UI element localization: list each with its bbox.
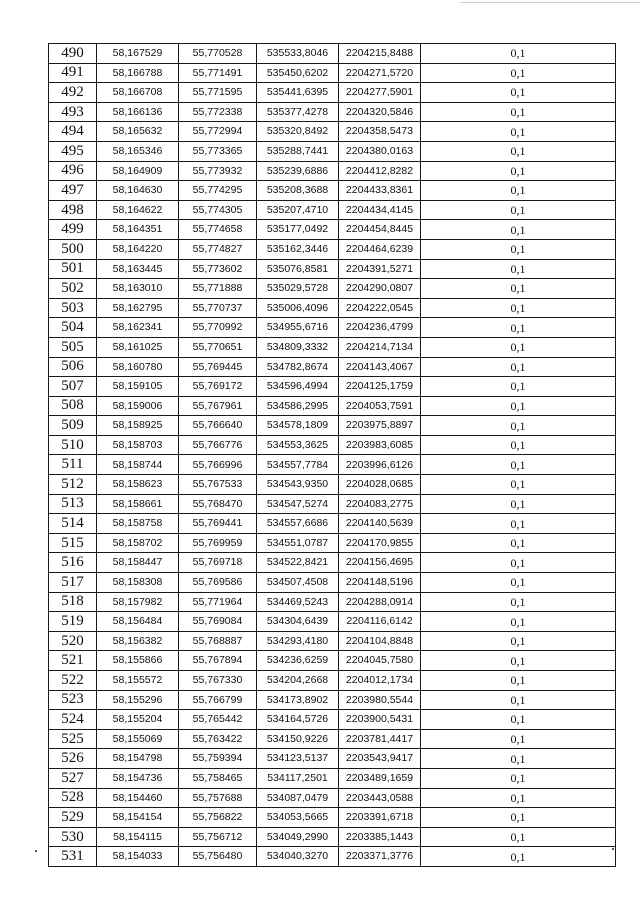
longitude-cell: 55,766996: [179, 455, 257, 475]
point-number-cell: 514: [49, 514, 97, 534]
table-row: [49, 44, 616, 64]
latitude-cell: 58,158744: [97, 455, 179, 475]
longitude-cell: 55,770992: [179, 318, 257, 338]
x-coordinate-cell: 534955,6716: [257, 318, 339, 338]
longitude-cell: 55,773365: [179, 141, 257, 161]
table-row: [49, 239, 616, 259]
table-row: [49, 553, 616, 573]
point-number-cell: 526: [49, 749, 97, 769]
point-number-cell: 525: [49, 729, 97, 749]
x-coordinate-cell: 535207,4710: [257, 200, 339, 220]
table-row: [49, 808, 616, 828]
accuracy-cell: 0,1: [421, 847, 616, 867]
longitude-cell: 55,768470: [179, 494, 257, 514]
accuracy-cell: 0,1: [421, 612, 616, 632]
table-row: [49, 200, 616, 220]
point-number-cell: 530: [49, 827, 97, 847]
longitude-cell: 55,770528: [179, 44, 257, 64]
table-row: [49, 592, 616, 612]
accuracy-cell: 0,1: [421, 690, 616, 710]
x-coordinate-cell: 535076,8581: [257, 259, 339, 279]
y-coordinate-cell: 2204464,6239: [339, 239, 421, 259]
y-coordinate-cell: 2204290,0807: [339, 279, 421, 299]
latitude-cell: 58,164351: [97, 220, 179, 240]
accuracy-cell: 0,1: [421, 475, 616, 495]
accuracy-cell: 0,1: [421, 514, 616, 534]
x-coordinate-cell: 534049,2990: [257, 827, 339, 847]
point-number-cell: 501: [49, 259, 97, 279]
x-coordinate-cell: 534578,1809: [257, 416, 339, 436]
y-coordinate-cell: 2204288,0914: [339, 592, 421, 612]
table-row: [49, 279, 616, 299]
x-coordinate-cell: 534117,2501: [257, 768, 339, 788]
x-coordinate-cell: 534547,5274: [257, 494, 339, 514]
table-row: [49, 357, 616, 377]
longitude-cell: 55,756822: [179, 808, 257, 828]
latitude-cell: 58,154033: [97, 847, 179, 867]
point-number-cell: 504: [49, 318, 97, 338]
accuracy-cell: 0,1: [421, 435, 616, 455]
accuracy-cell: 0,1: [421, 259, 616, 279]
y-coordinate-cell: 2204454,8445: [339, 220, 421, 240]
longitude-cell: 55,769441: [179, 514, 257, 534]
accuracy-cell: 0,1: [421, 141, 616, 161]
y-coordinate-cell: 2204140,5639: [339, 514, 421, 534]
latitude-cell: 58,158703: [97, 435, 179, 455]
y-coordinate-cell: 2204277,5901: [339, 83, 421, 103]
table-row: [49, 651, 616, 671]
x-coordinate-cell: 534173,8902: [257, 690, 339, 710]
latitude-cell: 58,155204: [97, 710, 179, 730]
accuracy-cell: 0,1: [421, 279, 616, 299]
point-number-cell: 502: [49, 279, 97, 299]
table-row: [49, 690, 616, 710]
accuracy-cell: 0,1: [421, 200, 616, 220]
y-coordinate-cell: 2204320,5846: [339, 102, 421, 122]
point-number-cell: 521: [49, 651, 97, 671]
latitude-cell: 58,158447: [97, 553, 179, 573]
x-coordinate-cell: 534236,6259: [257, 651, 339, 671]
y-coordinate-cell: 2203975,8897: [339, 416, 421, 436]
x-coordinate-cell: 534507,4508: [257, 573, 339, 593]
latitude-cell: 58,162795: [97, 298, 179, 318]
y-coordinate-cell: 2203443,0588: [339, 788, 421, 808]
y-coordinate-cell: 2203543,9417: [339, 749, 421, 769]
point-number-cell: 516: [49, 553, 97, 573]
y-coordinate-cell: 2203983,6085: [339, 435, 421, 455]
y-coordinate-cell: 2204125,1759: [339, 377, 421, 397]
table-row: [49, 847, 616, 867]
table-row: [49, 396, 616, 416]
accuracy-cell: 0,1: [421, 729, 616, 749]
accuracy-cell: 0,1: [421, 494, 616, 514]
longitude-cell: 55,774305: [179, 200, 257, 220]
coordinates-table: [48, 43, 616, 867]
longitude-cell: 55,759394: [179, 749, 257, 769]
y-coordinate-cell: 2203996,6126: [339, 455, 421, 475]
x-coordinate-cell: 535239,6886: [257, 161, 339, 181]
point-number-cell: 503: [49, 298, 97, 318]
latitude-cell: 58,155572: [97, 671, 179, 691]
x-coordinate-cell: 535533,8046: [257, 44, 339, 64]
point-number-cell: 492: [49, 83, 97, 103]
table-row: [49, 141, 616, 161]
longitude-cell: 55,774295: [179, 181, 257, 201]
scan-edge-mark: [460, 2, 640, 3]
table-row: [49, 416, 616, 436]
point-number-cell: 531: [49, 847, 97, 867]
y-coordinate-cell: 2203900,5431: [339, 710, 421, 730]
longitude-cell: 55,769586: [179, 573, 257, 593]
longitude-cell: 55,774827: [179, 239, 257, 259]
latitude-cell: 58,156382: [97, 631, 179, 651]
table-row: [49, 337, 616, 357]
point-number-cell: 507: [49, 377, 97, 397]
latitude-cell: 58,158925: [97, 416, 179, 436]
latitude-cell: 58,155866: [97, 651, 179, 671]
longitude-cell: 55,768887: [179, 631, 257, 651]
latitude-cell: 58,164622: [97, 200, 179, 220]
y-coordinate-cell: 2204104,8848: [339, 631, 421, 651]
latitude-cell: 58,158308: [97, 573, 179, 593]
longitude-cell: 55,767330: [179, 671, 257, 691]
longitude-cell: 55,766640: [179, 416, 257, 436]
point-number-cell: 511: [49, 455, 97, 475]
y-coordinate-cell: 2204222,0545: [339, 298, 421, 318]
x-coordinate-cell: 535377,4278: [257, 102, 339, 122]
x-coordinate-cell: 535450,6202: [257, 63, 339, 83]
table-row: [49, 259, 616, 279]
latitude-cell: 58,166708: [97, 83, 179, 103]
point-number-cell: 494: [49, 122, 97, 142]
longitude-cell: 55,769172: [179, 377, 257, 397]
point-number-cell: 508: [49, 396, 97, 416]
y-coordinate-cell: 2204170,9855: [339, 533, 421, 553]
x-coordinate-cell: 534557,7784: [257, 455, 339, 475]
x-coordinate-cell: 534087,0479: [257, 788, 339, 808]
y-coordinate-cell: 2203391,6718: [339, 808, 421, 828]
point-number-cell: 528: [49, 788, 97, 808]
longitude-cell: 55,772994: [179, 122, 257, 142]
latitude-cell: 58,164220: [97, 239, 179, 259]
accuracy-cell: 0,1: [421, 768, 616, 788]
table-row: [49, 122, 616, 142]
latitude-cell: 58,158623: [97, 475, 179, 495]
x-coordinate-cell: 534150,9226: [257, 729, 339, 749]
longitude-cell: 55,769959: [179, 533, 257, 553]
x-coordinate-cell: 534553,3625: [257, 435, 339, 455]
x-coordinate-cell: 535208,3688: [257, 181, 339, 201]
point-number-cell: 520: [49, 631, 97, 651]
x-coordinate-cell: 535441,6395: [257, 83, 339, 103]
point-number-cell: 515: [49, 533, 97, 553]
longitude-cell: 55,769445: [179, 357, 257, 377]
y-coordinate-cell: 2204433,8361: [339, 181, 421, 201]
table-row: [49, 377, 616, 397]
y-coordinate-cell: 2204391,5271: [339, 259, 421, 279]
table-row: [49, 671, 616, 691]
accuracy-cell: 0,1: [421, 631, 616, 651]
latitude-cell: 58,154460: [97, 788, 179, 808]
accuracy-cell: 0,1: [421, 337, 616, 357]
longitude-cell: 55,757688: [179, 788, 257, 808]
longitude-cell: 55,758465: [179, 768, 257, 788]
accuracy-cell: 0,1: [421, 220, 616, 240]
table-row: [49, 455, 616, 475]
longitude-cell: 55,767894: [179, 651, 257, 671]
accuracy-cell: 0,1: [421, 181, 616, 201]
accuracy-cell: 0,1: [421, 239, 616, 259]
latitude-cell: 58,158758: [97, 514, 179, 534]
table-row: [49, 83, 616, 103]
longitude-cell: 55,772338: [179, 102, 257, 122]
point-number-cell: 505: [49, 337, 97, 357]
latitude-cell: 58,167529: [97, 44, 179, 64]
latitude-cell: 58,158702: [97, 533, 179, 553]
x-coordinate-cell: 534040,3270: [257, 847, 339, 867]
table-row: [49, 161, 616, 181]
table-row: [49, 298, 616, 318]
accuracy-cell: 0,1: [421, 553, 616, 573]
latitude-cell: 58,154115: [97, 827, 179, 847]
latitude-cell: 58,155069: [97, 729, 179, 749]
x-coordinate-cell: 534469,5243: [257, 592, 339, 612]
longitude-cell: 55,767961: [179, 396, 257, 416]
longitude-cell: 55,774658: [179, 220, 257, 240]
accuracy-cell: 0,1: [421, 651, 616, 671]
x-coordinate-cell: 534123,5137: [257, 749, 339, 769]
latitude-cell: 58,159006: [97, 396, 179, 416]
point-number-cell: 519: [49, 612, 97, 632]
latitude-cell: 58,159105: [97, 377, 179, 397]
y-coordinate-cell: 2204214,7134: [339, 337, 421, 357]
accuracy-cell: 0,1: [421, 592, 616, 612]
accuracy-cell: 0,1: [421, 808, 616, 828]
x-coordinate-cell: 534586,2995: [257, 396, 339, 416]
x-coordinate-cell: 535029,5728: [257, 279, 339, 299]
y-coordinate-cell: 2204434,4145: [339, 200, 421, 220]
point-number-cell: 497: [49, 181, 97, 201]
accuracy-cell: 0,1: [421, 416, 616, 436]
accuracy-cell: 0,1: [421, 298, 616, 318]
latitude-cell: 58,161025: [97, 337, 179, 357]
longitude-cell: 55,770651: [179, 337, 257, 357]
x-coordinate-cell: 535006,4096: [257, 298, 339, 318]
latitude-cell: 58,156484: [97, 612, 179, 632]
x-coordinate-cell: 534543,9350: [257, 475, 339, 495]
point-number-cell: 523: [49, 690, 97, 710]
x-coordinate-cell: 535288,7441: [257, 141, 339, 161]
table-row: [49, 475, 616, 495]
table-row: [49, 181, 616, 201]
table-row: [49, 494, 616, 514]
longitude-cell: 55,770737: [179, 298, 257, 318]
accuracy-cell: 0,1: [421, 102, 616, 122]
y-coordinate-cell: 2204380,0163: [339, 141, 421, 161]
table-row: [49, 631, 616, 651]
latitude-cell: 58,154798: [97, 749, 179, 769]
latitude-cell: 58,154736: [97, 768, 179, 788]
accuracy-cell: 0,1: [421, 827, 616, 847]
x-coordinate-cell: 534782,8674: [257, 357, 339, 377]
latitude-cell: 58,163445: [97, 259, 179, 279]
longitude-cell: 55,769084: [179, 612, 257, 632]
table-row: [49, 827, 616, 847]
latitude-cell: 58,162341: [97, 318, 179, 338]
latitude-cell: 58,166788: [97, 63, 179, 83]
point-number-cell: 500: [49, 239, 97, 259]
point-number-cell: 513: [49, 494, 97, 514]
point-number-cell: 517: [49, 573, 97, 593]
accuracy-cell: 0,1: [421, 533, 616, 553]
x-coordinate-cell: 534522,8421: [257, 553, 339, 573]
point-number-cell: 527: [49, 768, 97, 788]
point-number-cell: 524: [49, 710, 97, 730]
point-number-cell: 499: [49, 220, 97, 240]
y-coordinate-cell: 2203980,5544: [339, 690, 421, 710]
point-number-cell: 498: [49, 200, 97, 220]
x-coordinate-cell: 534551,0787: [257, 533, 339, 553]
y-coordinate-cell: 2203489,1659: [339, 768, 421, 788]
longitude-cell: 55,763422: [179, 729, 257, 749]
y-coordinate-cell: 2204271,5720: [339, 63, 421, 83]
scan-speck: [35, 850, 37, 852]
x-coordinate-cell: 535177,0492: [257, 220, 339, 240]
accuracy-cell: 0,1: [421, 671, 616, 691]
accuracy-cell: 0,1: [421, 161, 616, 181]
y-coordinate-cell: 2204053,7591: [339, 396, 421, 416]
table-row: [49, 63, 616, 83]
table-row: [49, 768, 616, 788]
scan-speck: [612, 848, 614, 850]
accuracy-cell: 0,1: [421, 788, 616, 808]
table-row: [49, 220, 616, 240]
accuracy-cell: 0,1: [421, 122, 616, 142]
y-coordinate-cell: 2204116,6142: [339, 612, 421, 632]
latitude-cell: 58,166136: [97, 102, 179, 122]
longitude-cell: 55,769718: [179, 553, 257, 573]
longitude-cell: 55,771595: [179, 83, 257, 103]
accuracy-cell: 0,1: [421, 573, 616, 593]
y-coordinate-cell: 2203781,4417: [339, 729, 421, 749]
accuracy-cell: 0,1: [421, 318, 616, 338]
longitude-cell: 55,773932: [179, 161, 257, 181]
latitude-cell: 58,160780: [97, 357, 179, 377]
point-number-cell: 529: [49, 808, 97, 828]
y-coordinate-cell: 2204148,5196: [339, 573, 421, 593]
x-coordinate-cell: 535162,3446: [257, 239, 339, 259]
longitude-cell: 55,767533: [179, 475, 257, 495]
x-coordinate-cell: 534557,6686: [257, 514, 339, 534]
longitude-cell: 55,771964: [179, 592, 257, 612]
y-coordinate-cell: 2204412,8282: [339, 161, 421, 181]
point-number-cell: 518: [49, 592, 97, 612]
accuracy-cell: 0,1: [421, 357, 616, 377]
table-row: [49, 612, 616, 632]
point-number-cell: 496: [49, 161, 97, 181]
latitude-cell: 58,164909: [97, 161, 179, 181]
point-number-cell: 490: [49, 44, 97, 64]
accuracy-cell: 0,1: [421, 710, 616, 730]
table-row: [49, 514, 616, 534]
latitude-cell: 58,164630: [97, 181, 179, 201]
table-row: [49, 102, 616, 122]
latitude-cell: 58,163010: [97, 279, 179, 299]
longitude-cell: 55,771888: [179, 279, 257, 299]
x-coordinate-cell: 534204,2668: [257, 671, 339, 691]
longitude-cell: 55,765442: [179, 710, 257, 730]
x-coordinate-cell: 534164,5726: [257, 710, 339, 730]
y-coordinate-cell: 2203385,1443: [339, 827, 421, 847]
accuracy-cell: 0,1: [421, 749, 616, 769]
point-number-cell: 491: [49, 63, 97, 83]
table-row: [49, 533, 616, 553]
x-coordinate-cell: 534809,3332: [257, 337, 339, 357]
x-coordinate-cell: 534304,6439: [257, 612, 339, 632]
table-row: [49, 729, 616, 749]
point-number-cell: 506: [49, 357, 97, 377]
y-coordinate-cell: 2204012,1734: [339, 671, 421, 691]
longitude-cell: 55,766799: [179, 690, 257, 710]
table-row: [49, 318, 616, 338]
point-number-cell: 509: [49, 416, 97, 436]
latitude-cell: 58,165632: [97, 122, 179, 142]
point-number-cell: 522: [49, 671, 97, 691]
point-number-cell: 512: [49, 475, 97, 495]
y-coordinate-cell: 2204028,0685: [339, 475, 421, 495]
y-coordinate-cell: 2204215,8488: [339, 44, 421, 64]
table-row: [49, 749, 616, 769]
longitude-cell: 55,773602: [179, 259, 257, 279]
y-coordinate-cell: 2204236,4799: [339, 318, 421, 338]
point-number-cell: 510: [49, 435, 97, 455]
accuracy-cell: 0,1: [421, 44, 616, 64]
accuracy-cell: 0,1: [421, 377, 616, 397]
accuracy-cell: 0,1: [421, 396, 616, 416]
longitude-cell: 55,766776: [179, 435, 257, 455]
table-row: [49, 435, 616, 455]
x-coordinate-cell: 534596,4994: [257, 377, 339, 397]
y-coordinate-cell: 2203371,3776: [339, 847, 421, 867]
latitude-cell: 58,155296: [97, 690, 179, 710]
x-coordinate-cell: 534293,4180: [257, 631, 339, 651]
latitude-cell: 58,158661: [97, 494, 179, 514]
y-coordinate-cell: 2204358,5473: [339, 122, 421, 142]
latitude-cell: 58,165346: [97, 141, 179, 161]
accuracy-cell: 0,1: [421, 455, 616, 475]
longitude-cell: 55,756480: [179, 847, 257, 867]
longitude-cell: 55,756712: [179, 827, 257, 847]
x-coordinate-cell: 534053,5665: [257, 808, 339, 828]
latitude-cell: 58,157982: [97, 592, 179, 612]
table-row: [49, 710, 616, 730]
accuracy-cell: 0,1: [421, 63, 616, 83]
y-coordinate-cell: 2204083,2775: [339, 494, 421, 514]
y-coordinate-cell: 2204156,4695: [339, 553, 421, 573]
point-number-cell: 495: [49, 141, 97, 161]
table-row: [49, 788, 616, 808]
longitude-cell: 55,771491: [179, 63, 257, 83]
coordinates-table-body: [49, 44, 616, 867]
table-row: [49, 573, 616, 593]
accuracy-cell: 0,1: [421, 83, 616, 103]
y-coordinate-cell: 2204143,4067: [339, 357, 421, 377]
point-number-cell: 493: [49, 102, 97, 122]
x-coordinate-cell: 535320,8492: [257, 122, 339, 142]
y-coordinate-cell: 2204045,7580: [339, 651, 421, 671]
latitude-cell: 58,154154: [97, 808, 179, 828]
